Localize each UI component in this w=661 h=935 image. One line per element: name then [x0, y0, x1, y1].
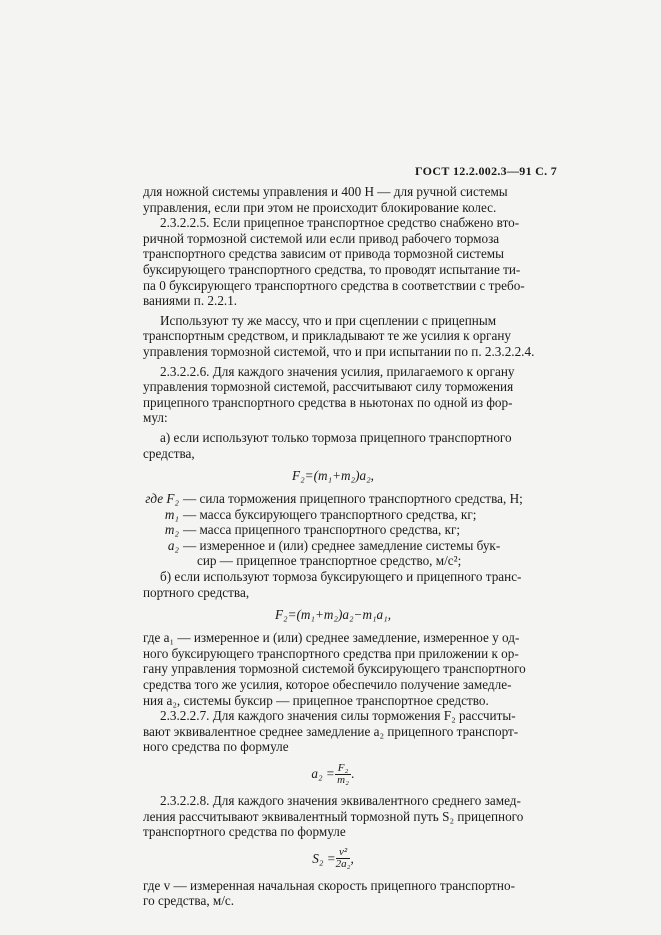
document-body	[143, 184, 535, 909]
legend-symbol: где F₂	[145, 491, 179, 507]
formula-braking-force-b: F₂=(m₁+m₂)a₂−m₁a₁,	[274, 607, 392, 623]
formula-stopping-distance	[143, 844, 523, 874]
text-line: средства того же усилия, которое обеспечило получение замедле-	[143, 677, 512, 693]
fraction-numerator: F₂	[335, 763, 352, 775]
legend-symbol: m₂	[164, 522, 179, 538]
text-line: 2.3.2.2.6. Для каждого значения усилия, прилагаемого к органу	[160, 363, 515, 379]
text-line: ваниями п. 2.2.1.	[143, 293, 238, 309]
fraction-denominator: m₂	[337, 773, 349, 786]
legend-symbol	[143, 553, 183, 569]
paragraph-7	[143, 630, 526, 708]
fraction	[335, 846, 354, 871]
text-line: ного буксирующего транспортного средства при приложении к ор-	[143, 645, 519, 661]
text-line: управления тормозной системой, что и при испытании по п. 2.3.2.2.4.	[143, 343, 535, 359]
text-line: гану управления тормозной системой буксирующего транспортного	[143, 661, 526, 677]
formula-braking-force-a: F₂=(m₁+m₂)a₂,	[292, 468, 374, 484]
text-line: ния a₂, системы буксир — прицепное транспортное средство.	[143, 692, 489, 708]
page-header: ГОСТ 12.2.002.3—91 С. 7	[415, 164, 558, 178]
text-line: прицепного транспортного средства в ньютонах по одной из фор-	[143, 394, 513, 410]
text-line: средства,	[143, 445, 195, 461]
text-line: буксирующего транспортного средства, то проводят испытание ти-	[143, 261, 521, 277]
text-line: портного средства,	[143, 584, 250, 600]
text-line: для ножной системы управления и 400 Н — для ручной системы	[143, 184, 508, 199]
text-line: б) если используют тормоза буксирующего и прицепного транс-	[160, 569, 522, 585]
fraction-denominator: 2a₂	[335, 858, 351, 871]
legend-symbol: m₁	[164, 506, 179, 522]
paragraph-8	[143, 708, 523, 755]
fraction-numerator: v²	[336, 847, 350, 859]
paragraph-6	[143, 569, 523, 600]
text-line: а) если используют только тормоза прицепного транспортного	[160, 429, 512, 445]
legend-row	[143, 538, 523, 554]
text-line: 2.3.2.2.5. Если прицепное транспортное средство снабжено вто-	[160, 215, 520, 231]
legend-row	[143, 507, 523, 523]
legend-row	[143, 553, 523, 569]
legend-row	[143, 491, 523, 507]
legend-text: — измеренное и (или) среднее замедление системы бук-	[183, 537, 501, 553]
formula-tail: ,	[350, 850, 354, 866]
text-line: 2.3.2.2.8. Для каждого значения эквивалентного среднего замед-	[160, 793, 521, 808]
legend-list	[143, 491, 523, 569]
text-line: где a₁ — измеренное и (или) среднее замедление, измеренное у од-	[143, 630, 520, 646]
formula-tail: .	[351, 766, 355, 782]
paragraph-3	[143, 312, 535, 360]
text-line: 2.3.2.2.7. Для каждого значения силы торможения F₂ рассчиты-	[160, 708, 516, 724]
formula-deceleration	[143, 759, 523, 789]
legend-row	[143, 522, 523, 538]
text-line: ричной тормозной системой или если привод рабочего тормоза	[143, 230, 500, 246]
text-line: па 0 буксирующего транспортного средства в соответствии с требо-	[143, 277, 525, 293]
text-line: Используют ту же массу, что и при сцеплении с прицепным	[160, 312, 497, 328]
text-line: транспортного средства по формуле	[143, 824, 346, 840]
formula-lhs: S₂ =	[312, 850, 336, 866]
text-line: транспортного средства зависим от привода тормозной системы	[143, 246, 505, 262]
text-line: ления рассчитывают эквивалентный тормозной путь S₂ прицепного	[143, 808, 524, 824]
text-line: управления, если при этом не происходит блокирование колес.	[143, 199, 497, 215]
legend-symbol: a₂	[167, 537, 179, 553]
legend-text: — масса прицепного транспортного средства, кг;	[183, 522, 461, 538]
paragraph-2	[143, 215, 523, 309]
fraction	[335, 761, 355, 786]
text-line: ного средства по формуле	[143, 739, 289, 755]
paragraph-10	[143, 878, 523, 909]
text-line: где v — измеренная начальная скорость прицепного транспортно-	[143, 877, 515, 893]
paragraph-1	[143, 184, 523, 215]
text-line: мул:	[143, 410, 168, 426]
formula-lhs: a₂ =	[311, 766, 335, 782]
legend-text: сир — прицепное транспортное средство, м/с²;	[197, 553, 462, 569]
legend-text: — сила торможения прицепного транспортного средства, Н;	[183, 491, 523, 507]
paragraph-9	[143, 793, 523, 840]
text-line: вают эквивалентное среднее замедление a₂ прицепного транспорт-	[143, 723, 519, 739]
text-line: управления тормозной системой, рассчитывают силу торможения	[143, 379, 514, 395]
paragraph-4	[143, 364, 523, 426]
paragraph-5	[143, 430, 523, 461]
text-line: транспортным средством, и прикладывают те же усилия к органу	[143, 328, 511, 344]
legend-text: — масса буксирующего транспортного средства, кг;	[183, 506, 477, 522]
text-line: го средства, м/с.	[143, 893, 235, 909]
